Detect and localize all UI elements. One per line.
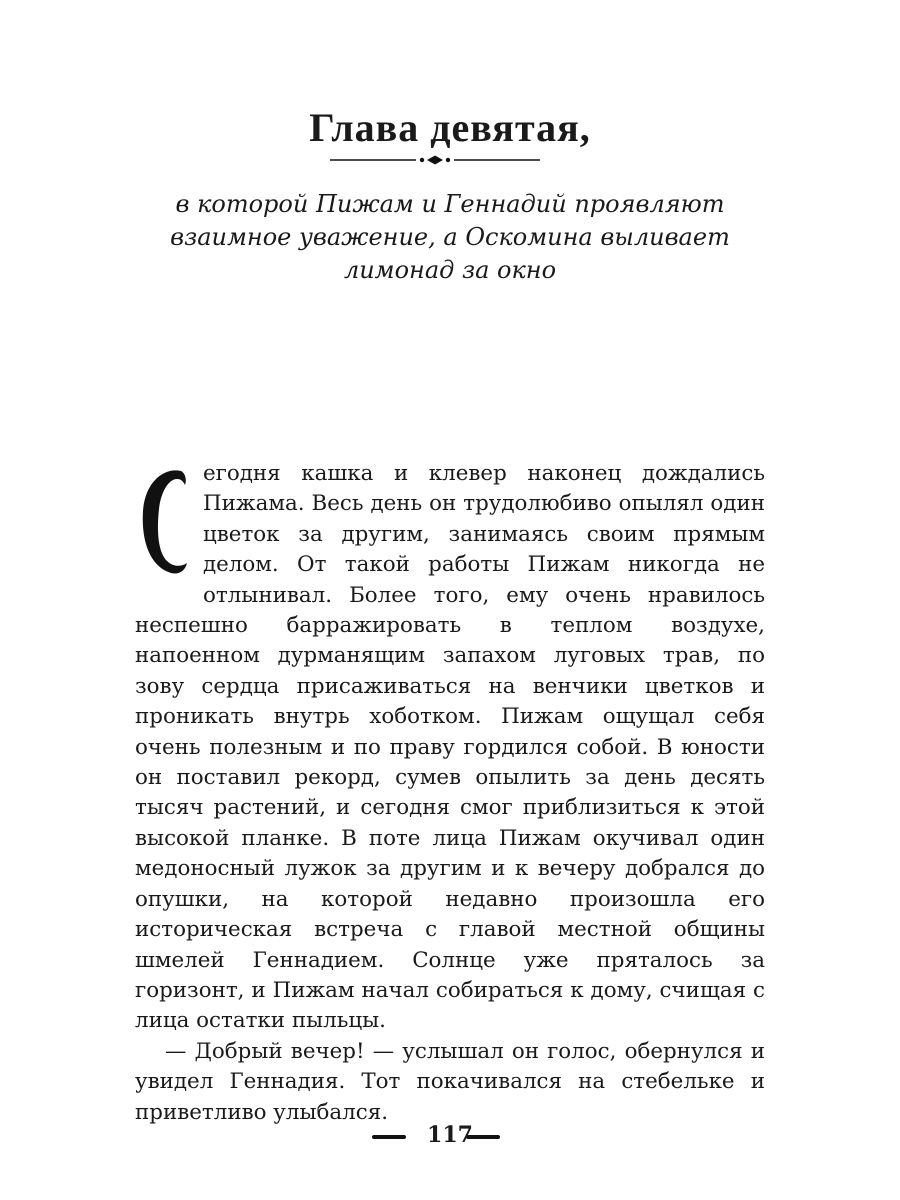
paragraph-1-text: егодня кашка и клевер наконец дождались Пижама. Весь день он трудолюбиво опылял один цветок за другим, занимаясь своим прямым делом. От такой работы Пижам никогда не отлынивал. Более того, ему очень нравилось неспешно барражировать в теплом воздухе, напоенном дурманящим запахом луговых трав, по зову сердца присаживаться на венчики цветков и проникать внутрь хоботком. Пижам ощущал себя очень полезным и по праву гордился собой. В юности он поставил рекорд, сумев опылить за день десять тысяч растений, и сегодня смог приблизиться к этой высокой планке. В поте лица Пижам окучивал один медоносный лужок за другим и к вечеру добрался до опушки, на которой недавно произошла его историческая встреча с главой местной общины шмелей Геннадием. Солнце уже пряталось за горизонт, и Пижам начал собираться к дому, счищая с лица остатки пыльцы. (135, 461, 765, 1034)
chapter-subtitle: в которой Пижам и Геннадий проявляют взаимное уважение, а Оскомина выливает лимонад за окно (170, 190, 730, 284)
paragraph-1 (135, 459, 765, 1037)
chapter-title: Глава девятая, (309, 105, 591, 150)
page-number: 117 (427, 1122, 473, 1148)
title-ornament (330, 150, 540, 170)
body-text (135, 459, 765, 1128)
paragraph-2: — Добрый вечер! — услышал он голос, обернулся и увидел Геннадия. Тот покачивался на стебельке и приветливо улыбался. (135, 1038, 765, 1125)
drop-cap (135, 463, 191, 581)
